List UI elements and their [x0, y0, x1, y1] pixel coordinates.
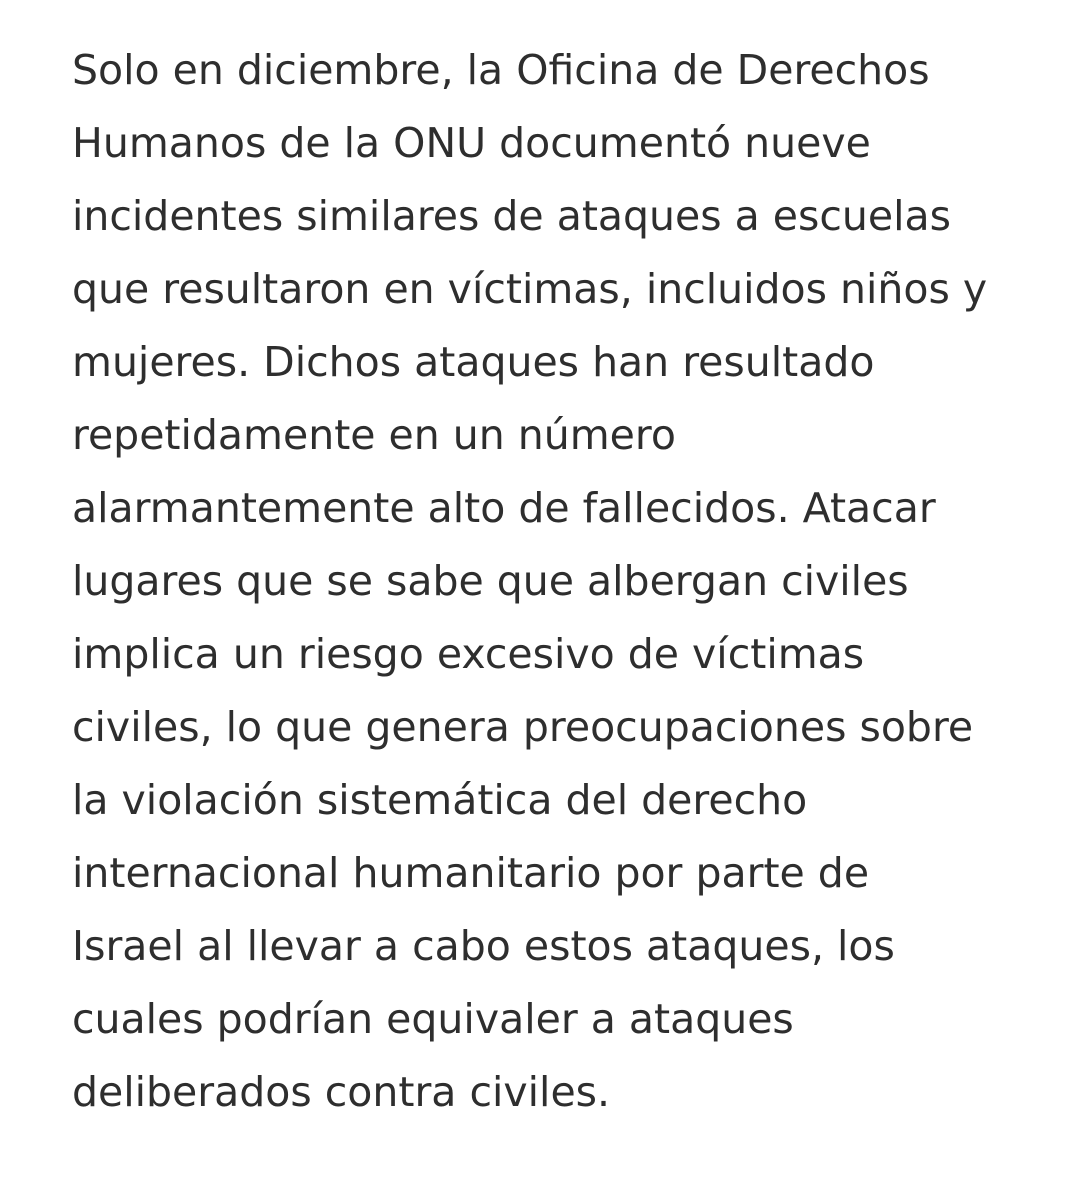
text-line: civiles, lo que genera preocupaciones sobre	[72, 703, 974, 751]
text-line: Solo en diciembre, la Oficina de Derechos	[72, 46, 930, 94]
text-line: mujeres. Dichos ataques han resultado	[72, 338, 875, 386]
text-line: repetidamente en un número	[72, 411, 676, 459]
text-line: Israel al llevar a cabo estos ataques, los	[72, 922, 895, 970]
text-line: alarmantemente alto de fallecidos. Atacar	[72, 484, 936, 532]
text-line: Humanos de la ONU documentó nueve	[72, 119, 871, 167]
text-line: internacional humanitario por parte de	[72, 849, 870, 897]
text-line: deliberados contra civiles.	[72, 1068, 611, 1116]
text-line: incidentes similares de ataques a escuelas	[72, 192, 952, 240]
text-line: cuales podrían equivaler a ataques	[72, 995, 794, 1043]
note-body-text[interactable]	[72, 34, 1052, 1129]
text-line: implica un riesgo excesivo de víctimas	[72, 630, 865, 678]
text-line: que resultaron en víctimas, incluidos niños y	[72, 265, 988, 313]
text-line: la violación sistemática del derecho	[72, 776, 808, 824]
text-line: lugares que se sabe que albergan civiles	[72, 557, 909, 605]
